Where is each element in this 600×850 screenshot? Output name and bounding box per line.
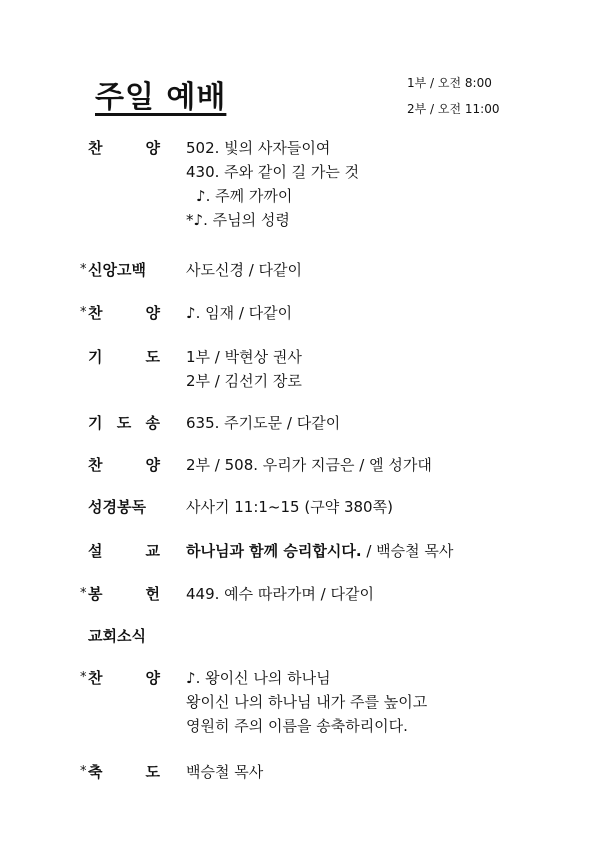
- content-line: 사도신경 / 다같이: [186, 261, 303, 279]
- page-title: 주일 예배: [95, 80, 227, 115]
- label-text: 교회소식: [88, 627, 146, 645]
- content-line: ♪. 임재 / 다같이: [186, 304, 293, 322]
- standing-mark: *: [80, 305, 87, 320]
- content-line: 635. 주기도문 / 다같이: [186, 414, 341, 432]
- item-content: [186, 411, 340, 435]
- label-char: 도: [116, 414, 132, 432]
- item-content: [186, 539, 453, 563]
- label-char: 찬: [88, 304, 103, 322]
- item-label: [88, 624, 146, 648]
- item-content: [186, 345, 302, 393]
- label-char: 축: [88, 763, 103, 781]
- content-line: ♪. 주께 가까이: [196, 187, 293, 205]
- service-times: [407, 70, 499, 122]
- content-line: ♪. 왕이신 나의 하나님: [186, 669, 331, 687]
- item-label: [88, 539, 160, 563]
- item-content: [186, 760, 263, 784]
- label-char: 양: [145, 139, 160, 157]
- label-char: 찬: [88, 456, 103, 474]
- item-label: [88, 136, 160, 160]
- standing-mark: *: [80, 262, 87, 277]
- label-text: 신앙고백: [88, 261, 146, 279]
- item-content: [186, 136, 359, 232]
- service-time-2: 2부 / 오전 11:00: [407, 102, 500, 116]
- label-char: 설: [88, 542, 103, 560]
- item-label: [88, 345, 160, 369]
- label-char: 도: [145, 348, 160, 366]
- label-char: 봉: [88, 585, 103, 603]
- content-line: 2부 / 508. 우리가 지금은 / 엘 성가대: [186, 456, 432, 474]
- label-char: 기: [88, 348, 103, 366]
- standing-mark: *: [80, 764, 87, 779]
- standing-mark: *: [80, 586, 87, 601]
- label-char: 양: [145, 456, 160, 474]
- label-char: 헌: [145, 585, 160, 603]
- label-char: 찬: [88, 669, 103, 687]
- content-line: 502. 빛의 사자들이여: [186, 139, 331, 157]
- item-label: [88, 495, 146, 519]
- content-line: 1부 / 박현상 권사: [186, 348, 302, 366]
- item-label: [80, 666, 160, 690]
- item-label: [80, 258, 146, 282]
- item-content: [186, 582, 374, 606]
- item-content: [186, 666, 427, 738]
- content-line: 449. 예수 따라가며 / 다같이: [186, 585, 374, 603]
- label-text: 성경봉독: [88, 498, 146, 516]
- preacher: / 백승철 목사: [361, 542, 454, 560]
- item-content: [186, 453, 432, 477]
- item-label: [88, 411, 160, 435]
- item-content: [186, 258, 302, 282]
- content-line: 백승철 목사: [186, 763, 264, 781]
- content-line: 사사기 11:1~15 (구약 380쪽): [186, 498, 393, 516]
- content-line: 2부 / 김선기 장로: [186, 372, 302, 390]
- item-label: [80, 760, 160, 784]
- item-label: [88, 453, 160, 477]
- item-content: [186, 495, 393, 519]
- sermon-title: 하나님과 함께 승리합시다.: [186, 542, 362, 560]
- label-char: 양: [145, 304, 160, 322]
- label-char: 도: [145, 763, 160, 781]
- content-line: [186, 539, 453, 563]
- label-char: 찬: [88, 139, 103, 157]
- item-label: [80, 301, 160, 325]
- content-line: 430. 주와 같이 길 가는 것: [186, 163, 360, 181]
- service-time-1: 1부 / 오전 8:00: [407, 76, 492, 90]
- item-content: [186, 301, 292, 325]
- content-line: 왕이신 나의 하나님 내가 주를 높이고: [186, 693, 428, 711]
- item-label: [80, 582, 160, 606]
- standing-mark: *: [80, 670, 87, 685]
- label-char: 송: [145, 414, 160, 432]
- content-line: *♪. 주님의 성령: [186, 211, 290, 229]
- label-char: 기: [88, 414, 103, 432]
- label-char: 양: [145, 669, 160, 687]
- content-line: 영원히 주의 이름을 송축하리이다.: [186, 717, 408, 735]
- label-char: 교: [145, 542, 160, 560]
